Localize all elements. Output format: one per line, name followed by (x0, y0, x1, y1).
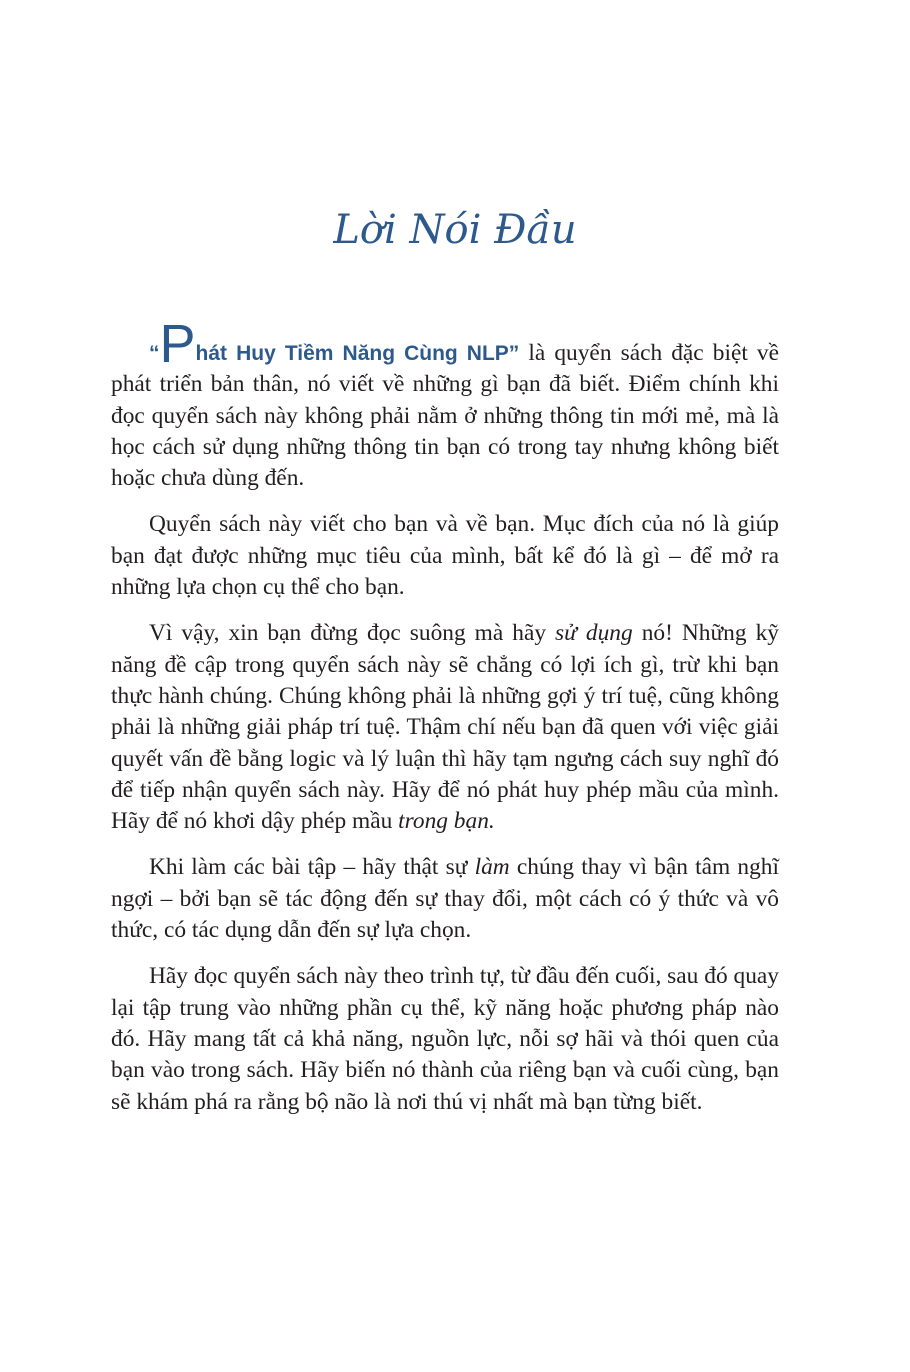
paragraph-5-text: Hãy đọc quyển sách này theo trình tự, từ đầu đến cuối, sau đó quay lại tập trung vào những phần cụ thể, kỹ năng hoặc phương pháp nào đó. Hãy mang tất cả khả năng, nguồn lực, nỗi sợ hãi và thói quen của bạn vào trong sách. Hãy biến nó thành của riêng bạn và cuối cùng, bạn sẽ khám phá ra rằng bộ não là nơi thú vị nhất mà bạn từng biết. (111, 963, 779, 1115)
paragraph-3-text-2: nó! Những kỹ năng đề cập trong quyển sách này sẽ chẳng có lợi ích gì, trừ khi bạn thực hành chúng. Chúng không phải là những gợi ý trí tuệ, cũng không phải là những giải pháp trí tuệ. Thậm chí nếu bạn đã quen với việc giải quyết vấn đề bằng logic và lý luận thì hãy tạm ngưng cách suy nghĩ đó để tiếp nhận quyển sách này. Hãy để nó phát huy phép mầu của mình. Hãy để nó khơi dậy phép mầu (111, 620, 779, 835)
drop-cap: P (159, 314, 196, 374)
preface-body (111, 314, 779, 1133)
book-title-quote-open: “ (149, 342, 160, 365)
book-title-lead: hát Huy Tiềm Năng Cùng NLP” (195, 342, 520, 365)
paragraph-3 (111, 618, 779, 837)
paragraph-1 (111, 314, 779, 494)
page-title: Lời Nói Đầu (333, 207, 577, 253)
paragraph-3-emphasis-1: sử dụng (555, 620, 633, 647)
paragraph-4-text-2: chúng thay vì bận tâm nghĩ ngợi – bởi bạn sẽ tác động đến sự thay đổi, một cách có ý thức và vô thức, có tác dụng dẫn đến sự lựa chọn. (111, 854, 779, 944)
paragraph-5 (111, 961, 779, 1117)
paragraph-2-text: Quyển sách này viết cho bạn và về bạn. Mục đích của nó là giúp bạn đạt được những mục tiêu của mình, bất kể đó là gì – để mở ra những lựa chọn cụ thể cho bạn. (111, 511, 779, 601)
paragraph-2 (111, 509, 779, 603)
paragraph-3-emphasis-2: trong bạn. (398, 808, 495, 835)
paragraph-4-text-1: Khi làm các bài tập – hãy thật sự (149, 854, 475, 881)
paragraph-1-text: là quyển sách đặc biệt về phát triển bản thân, nó viết về những gì bạn đã biết. Điểm chính khi đọc quyển sách này không phải nằm ở những thông tin mới mẻ, mà là học cách sử dụng những thông tin bạn có trong tay nhưng không biết hoặc chưa dùng đến. (111, 340, 779, 492)
paragraph-3-text-1: Vì vậy, xin bạn đừng đọc suông mà hãy (149, 620, 556, 647)
paragraph-4-emphasis-1: làm (474, 854, 510, 881)
paragraph-4 (111, 852, 779, 946)
